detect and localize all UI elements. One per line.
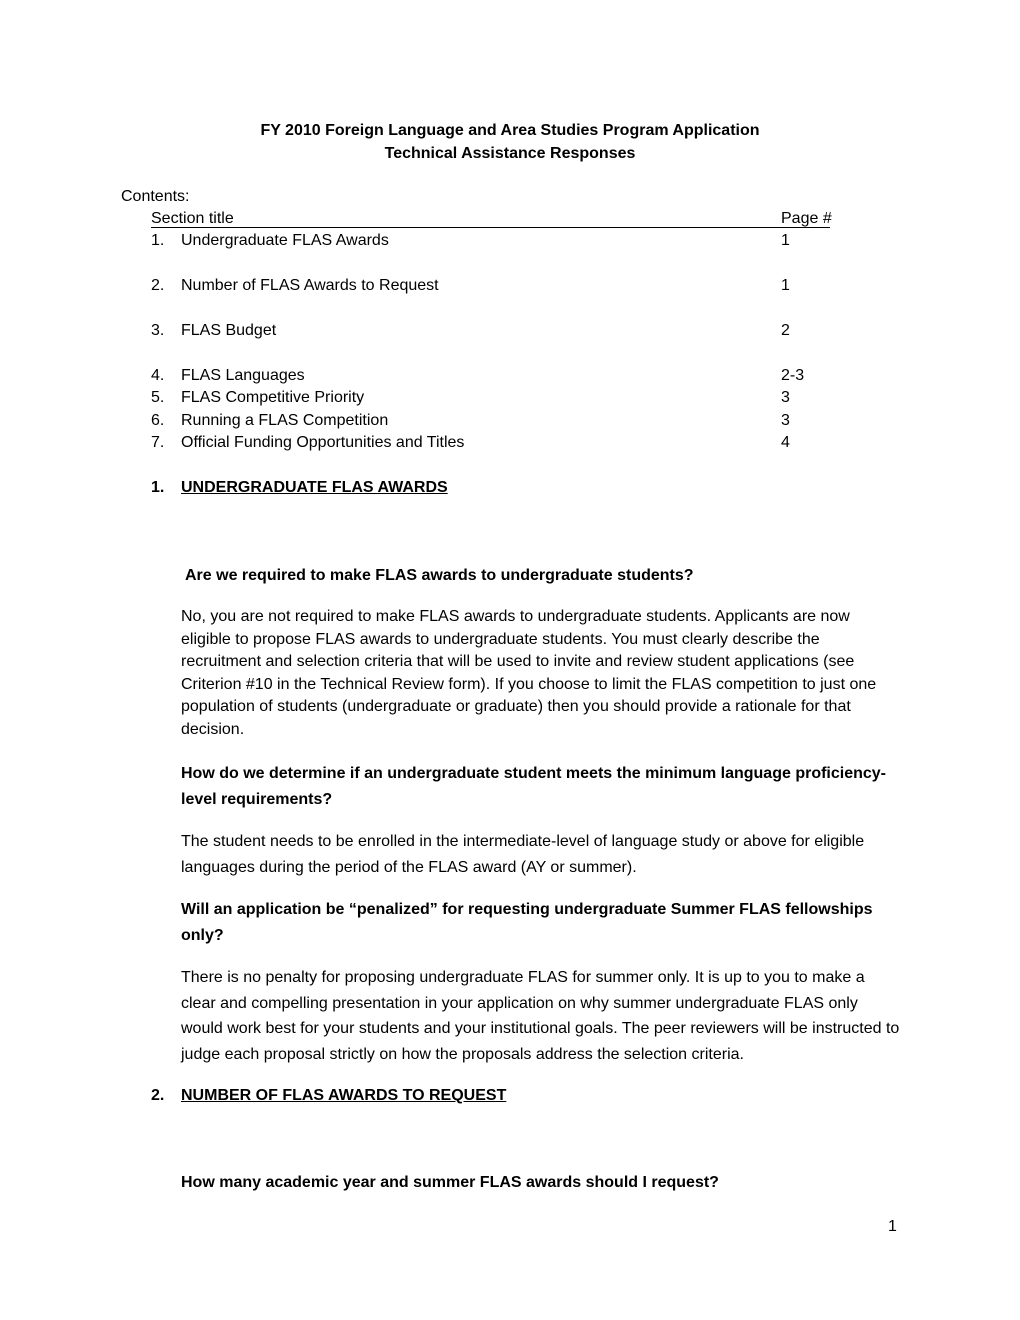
- toc-header-section: Section title: [151, 210, 234, 227]
- toc-item-number: 2.: [151, 277, 165, 294]
- toc-item-page: 2-3: [781, 367, 805, 384]
- toc-item-title: Number of FLAS Awards to Request: [181, 277, 439, 294]
- toc-item-page: 2: [781, 322, 790, 339]
- toc-item-title: FLAS Budget: [181, 322, 277, 339]
- toc-item-page: 3: [781, 412, 790, 429]
- question-heading: How do we determine if an undergraduate student meets the minimum language proficiency-level requirements?: [181, 765, 886, 808]
- toc-item-page: 4: [781, 434, 790, 451]
- question-heading: Will an application be “penalized” for requesting undergraduate Summer FLAS fellowships only?: [181, 901, 873, 944]
- toc-item-page: 1: [781, 232, 790, 249]
- section-number: 1.: [151, 479, 165, 496]
- toc-item-number: 4.: [151, 367, 165, 384]
- toc-item-title: FLAS Languages: [181, 367, 305, 384]
- toc-header-rule: [151, 227, 830, 228]
- answer-paragraph: No, you are not required to make FLAS awards to undergraduate students. Applicants are now eligible to propose FLAS awards to undergraduate students. You must clearly describe the recruitment and selection criteria that will be used to invite and review student applications (see Criterion #10 in the Technical Review form). If you choose to limit the FLAS competition to just one population of students (undergraduate or graduate) then you should provide a rationale for that decision.: [181, 608, 877, 738]
- document-subtitle: Technical Assistance Responses: [384, 145, 636, 162]
- toc-item-number: 3.: [151, 322, 165, 339]
- toc-header-page: Page #: [781, 210, 832, 227]
- toc-item-number: 1.: [151, 232, 165, 249]
- question-heading: Are we required to make FLAS awards to undergraduate students?: [185, 567, 694, 584]
- section-number: 2.: [151, 1087, 165, 1104]
- toc-item-title: FLAS Competitive Priority: [181, 389, 365, 406]
- toc-item-title: Official Funding Opportunities and Titles: [181, 434, 465, 451]
- section-heading: NUMBER OF FLAS AWARDS TO REQUEST: [181, 1087, 507, 1104]
- section-heading: UNDERGRADUATE FLAS AWARDS: [181, 479, 448, 496]
- toc-item-number: 7.: [151, 434, 165, 451]
- toc-item-page: 3: [781, 389, 790, 406]
- toc-item-title: Undergraduate FLAS Awards: [181, 232, 389, 249]
- answer-paragraph: There is no penalty for proposing undergraduate FLAS for summer only. It is up to you to make a clear and compelling presentation in your application on why summer undergraduate FLAS only would work best for your students and your institutional goals. The peer reviewers will be instructed to judge each proposal strictly on how the proposals address the selection criteria.: [181, 969, 900, 1064]
- page-number: 1: [888, 1218, 897, 1235]
- toc-item-number: 5.: [151, 389, 165, 406]
- toc-item-title: Running a FLAS Competition: [181, 412, 389, 429]
- toc-item-number: 6.: [151, 412, 165, 429]
- contents-label: Contents:: [121, 188, 190, 205]
- toc-item-page: 1: [781, 277, 790, 294]
- answer-paragraph: The student needs to be enrolled in the intermediate-level of language study or above for eligible languages during the period of the FLAS award (AY or summer).: [181, 833, 865, 876]
- document-title: FY 2010 Foreign Language and Area Studies Program Application: [260, 122, 760, 139]
- question-heading: How many academic year and summer FLAS awards should I request?: [181, 1174, 719, 1191]
